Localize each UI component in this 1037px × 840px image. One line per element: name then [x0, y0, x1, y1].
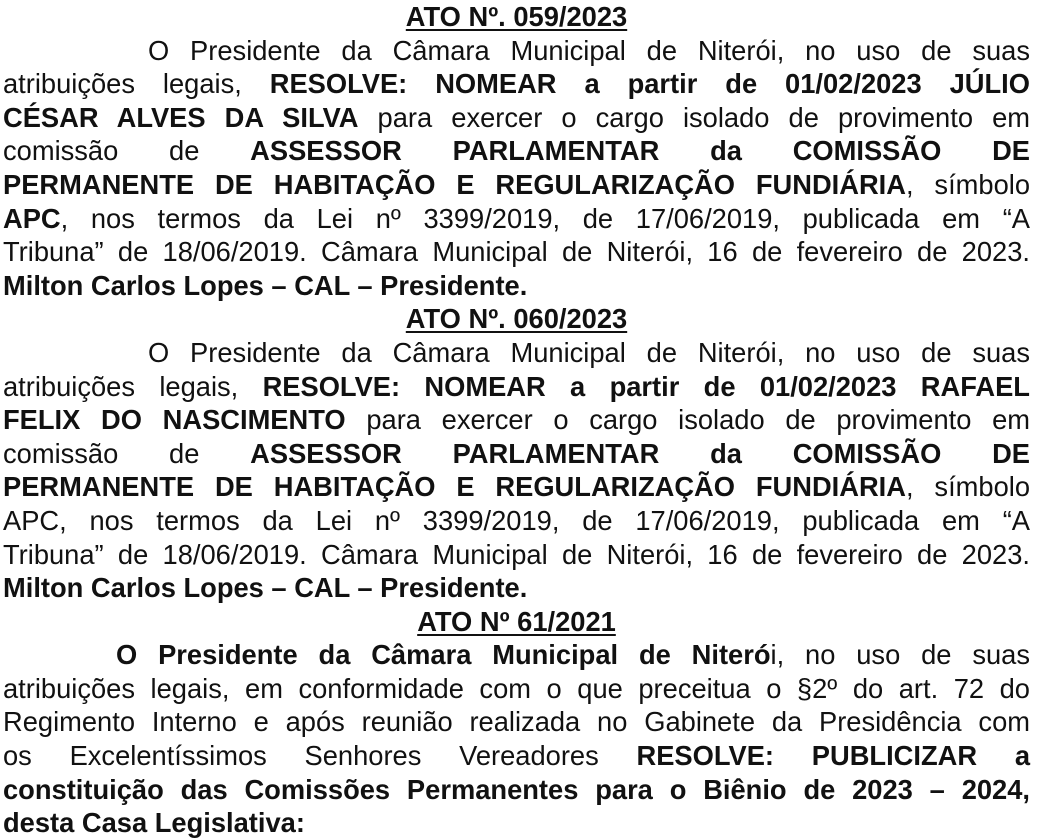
text-run-bold: constituição das Comissões Permanentes para o Biênio de 2023 – 2024,	[3, 773, 1030, 805]
resolve-nomear: RESOLVE: NOMEAR	[269, 68, 557, 100]
text-run: , nos termos da Lei nº 3399/2019, de 17/06/2019, publicada em “A	[60, 202, 1030, 234]
text-run: O Presidente da Câmara Municipal de Niterói, no uso de suas	[148, 336, 1030, 368]
act-paragraph-line	[3, 538, 1030, 572]
text-run: Regimento Interno e após reunião realizada no Gabinete da Presidência com	[3, 706, 1030, 738]
act-paragraph-line	[3, 504, 1030, 538]
text-run: Tribuna” de 18/06/2019. Câmara Municipal de Niterói, 16 de fevereiro de 2023.	[3, 236, 1030, 268]
act-paragraph-line	[3, 806, 1030, 840]
position-name: ASSESSOR PARLAMENTAR da COMISSÃO DE	[250, 437, 1031, 469]
resolve-nomear: RESOLVE: NOMEAR a partir de 01/02/2023	[262, 370, 897, 402]
text-run: , símbolo	[905, 168, 1031, 200]
act-title-text: ATO Nº. 060/2023	[405, 303, 628, 335]
text-run	[896, 371, 920, 402]
act-paragraph-line	[3, 672, 1030, 706]
appointee-name: CÉSAR ALVES DA SILVA	[3, 101, 359, 133]
act-paragraph-line	[3, 202, 1030, 236]
symbol-code: APC	[3, 202, 61, 234]
resolve-publicizar: RESOLVE: PUBLICIZAR a	[636, 740, 1030, 772]
start-date: a partir de 01/02/2023	[584, 68, 922, 100]
text-run	[557, 68, 585, 99]
act-paragraph-line	[3, 705, 1030, 739]
act-paragraph-line	[3, 34, 1030, 68]
text-run: , símbolo	[905, 471, 1031, 503]
text-run: os Excelentíssimos Senhores Vereadores	[3, 740, 637, 772]
act-paragraph-line	[3, 739, 1030, 773]
act-paragraph-line	[3, 470, 1030, 504]
text-run: atribuições legais,	[3, 370, 263, 402]
act-paragraph-line	[3, 134, 1030, 168]
commission-name: PERMANENTE DE HABITAÇÃO E REGULARIZAÇÃO FUNDIÁRIA	[3, 471, 906, 503]
text-run: i, no uso de suas	[770, 639, 1030, 671]
text-run: APC, nos termos da Lei nº 3399/2019, de 17/06/2019, publicada em “A	[3, 504, 1030, 536]
position-name: ASSESSOR PARLAMENTAR da COMISSÃO DE	[250, 135, 1031, 167]
act-paragraph-line	[3, 67, 1030, 101]
appointee-name: FELIX DO NASCIMENTO	[3, 404, 346, 436]
text-run: comissão de	[3, 135, 251, 167]
official-gazette-page	[3, 0, 1030, 840]
act-paragraph-line	[3, 235, 1030, 269]
act-title-text: ATO Nº 61/2021	[417, 605, 616, 637]
text-run: para exercer o cargo isolado de provimento em	[358, 101, 1030, 133]
act-signature	[3, 269, 1030, 303]
text-run-bold: O Presidente da Câmara Municipal de Niteró	[116, 639, 771, 671]
act-paragraph-line	[3, 638, 1030, 672]
act-paragraph-line	[3, 403, 1030, 437]
act-title-text: ATO Nº. 059/2023	[405, 1, 628, 32]
act-title	[3, 0, 1030, 34]
text-run: para exercer o cargo isolado de provimento em	[345, 404, 1030, 436]
act-title	[3, 302, 1030, 336]
act-paragraph-line	[3, 101, 1030, 135]
act-paragraph-line	[3, 437, 1030, 471]
signature-text: Milton Carlos Lopes – CAL – Presidente.	[3, 269, 528, 301]
text-run: atribuições legais,	[3, 68, 270, 100]
act-signature	[3, 571, 1030, 605]
appointee-name: JÚLIO	[949, 68, 1030, 100]
text-run: Tribuna” de 18/06/2019. Câmara Municipal de Niterói, 16 de fevereiro de 2023.	[3, 538, 1030, 570]
commission-name: PERMANENTE DE HABITAÇÃO E REGULARIZAÇÃO FUNDIÁRIA	[3, 168, 906, 200]
text-run: comissão de	[3, 437, 251, 469]
act-paragraph-line	[3, 336, 1030, 370]
text-run: atribuições legais, em conformidade com o que preceitua o §2º do art. 72 do	[3, 672, 1030, 704]
act-paragraph-line	[3, 370, 1030, 404]
signature-text: Milton Carlos Lopes – CAL – Presidente.	[3, 572, 528, 604]
act-paragraph-line	[3, 168, 1030, 202]
act-paragraph-line	[3, 773, 1030, 807]
appointee-name: RAFAEL	[920, 370, 1030, 402]
act-title	[3, 605, 1030, 639]
text-run	[922, 68, 950, 99]
text-run: O Presidente da Câmara Municipal de Niterói, no uso de suas	[148, 34, 1030, 66]
text-run-bold: desta Casa Legislativa:	[3, 807, 305, 839]
